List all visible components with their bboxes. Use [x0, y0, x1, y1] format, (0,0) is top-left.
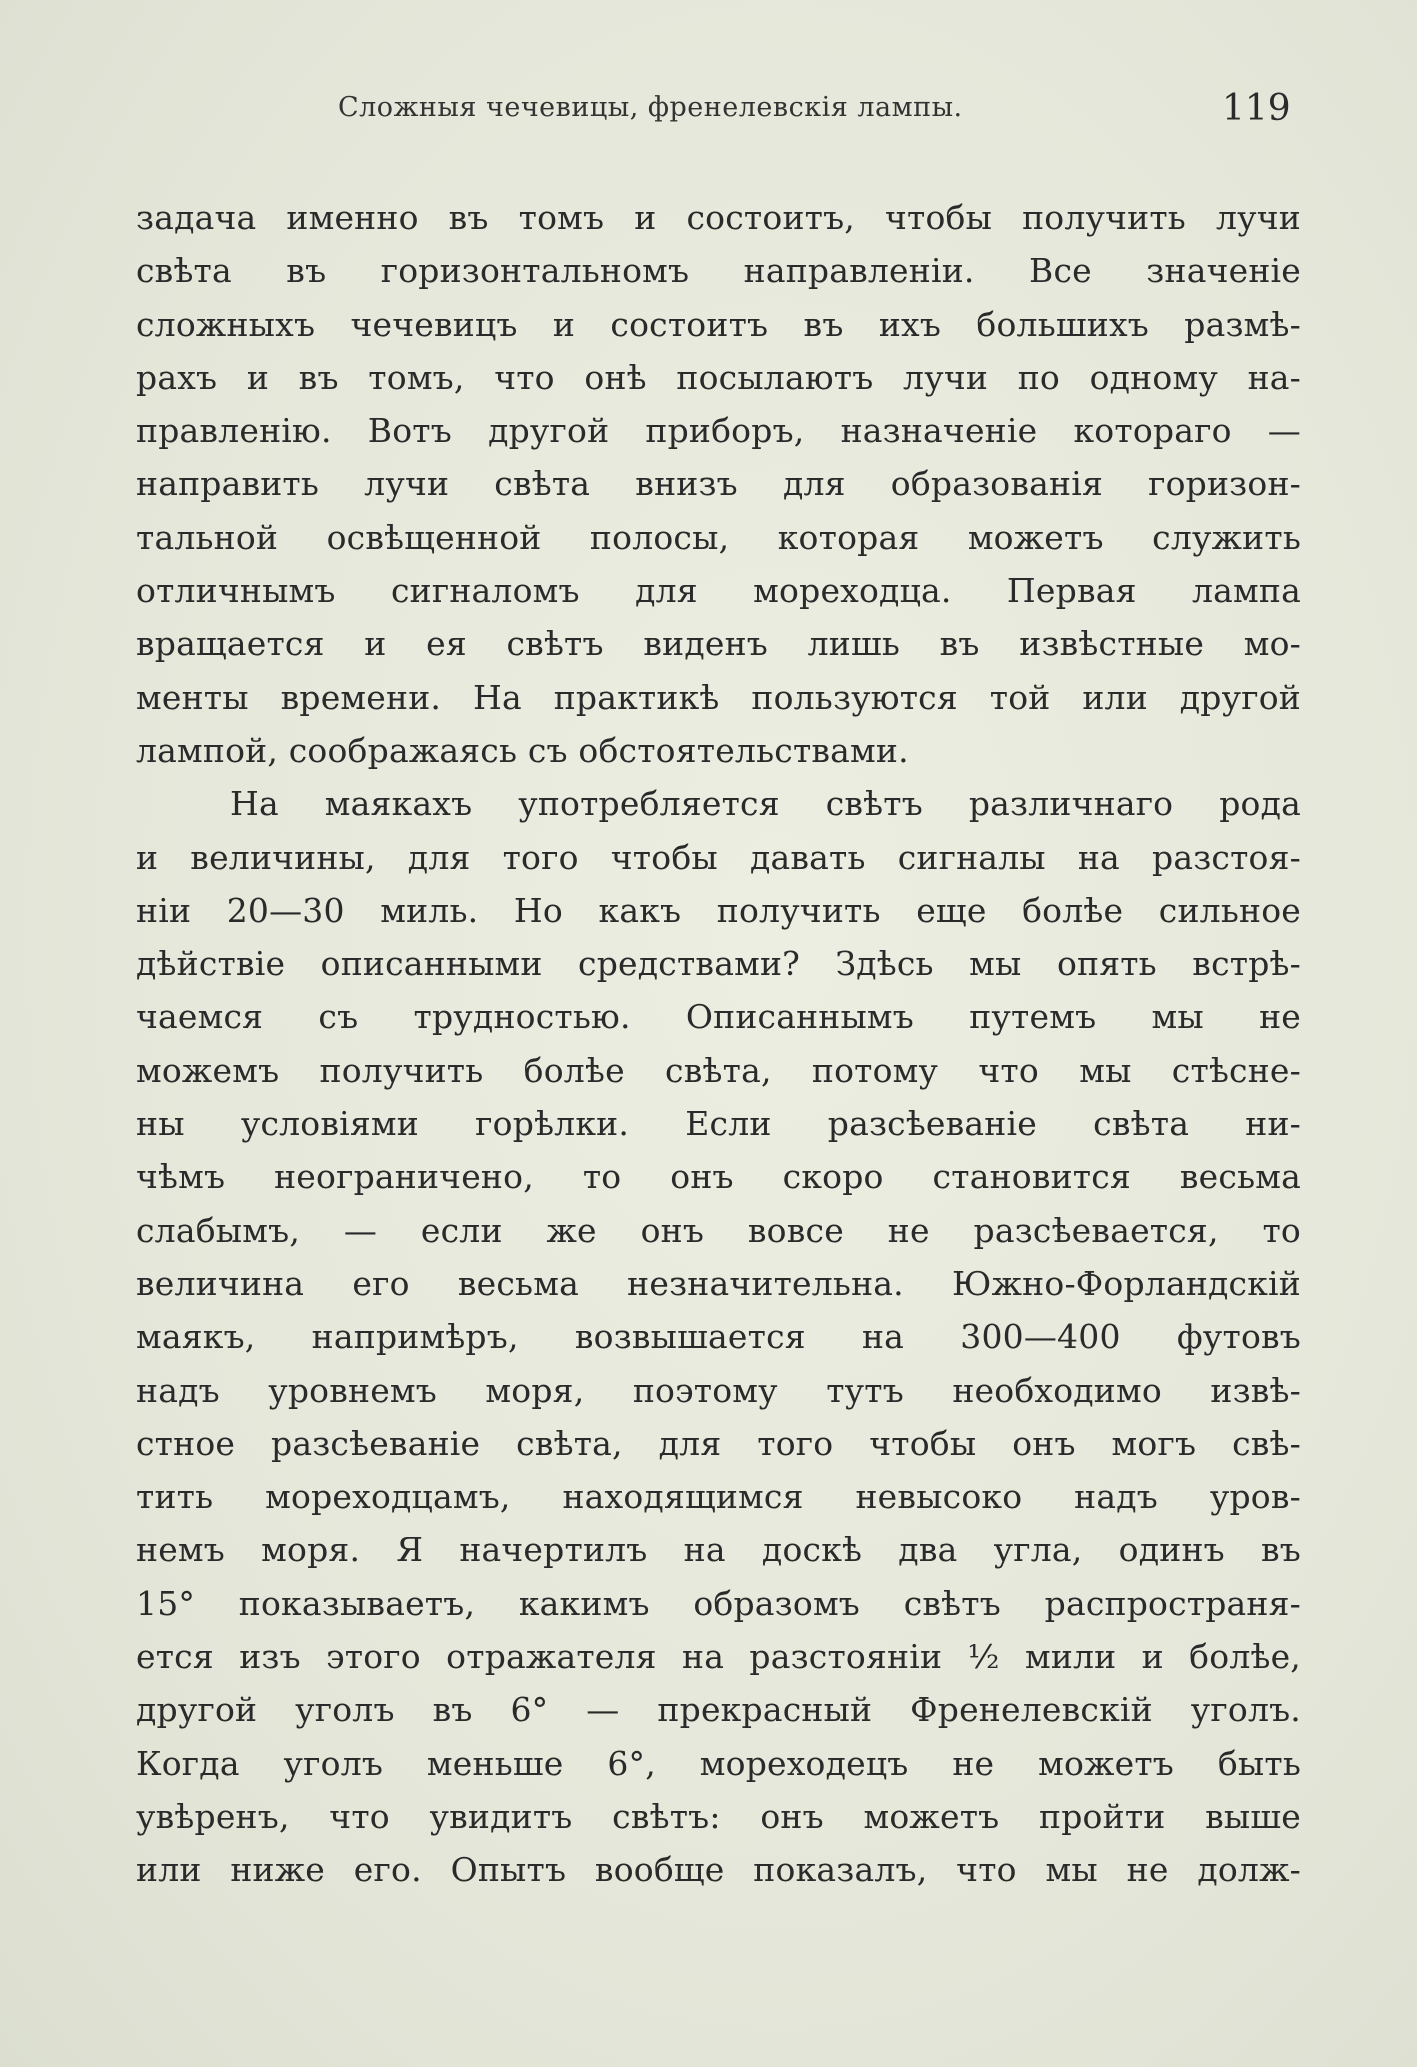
text-line: или ниже его. Опытъ вообще показалъ, что мы не долж- — [136, 1850, 1301, 1890]
text-line: маякъ, напримѣръ, возвышается на 300—400 футовъ — [136, 1317, 1301, 1357]
text-line: свѣта въ горизонтальномъ направленіи. Все значеніе — [136, 251, 1301, 291]
text-line: надъ уровнемъ моря, поэтому тутъ необходимо извѣ- — [136, 1370, 1301, 1410]
text-line: величина его весьма незначительна. Южно-Форландскій — [136, 1263, 1301, 1303]
text-line: чѣмъ неограничено, то онъ скоро становится весьма — [136, 1157, 1301, 1197]
text-line: направить лучи свѣта внизъ для образованія горизон- — [136, 464, 1301, 504]
text-line: можемъ получить болѣе свѣта, потому что мы стѣсне- — [136, 1050, 1301, 1090]
text-line: ны условіями горѣлки. Если разсѣеваніе свѣта ни- — [136, 1104, 1301, 1144]
text-line: менты времени. На практикѣ пользуются той или другой — [136, 677, 1301, 717]
paragraph — [136, 777, 1301, 1896]
text-line: чаемся съ трудностью. Описаннымъ путемъ мы не — [136, 997, 1301, 1037]
text-line: стное разсѣеваніе свѣта, для того чтобы онъ могъ свѣ- — [136, 1423, 1301, 1463]
text-line: задача именно въ томъ и состоитъ, чтобы получить лучи — [136, 198, 1301, 237]
text-line: лампой, соображаясь съ обстоятельствами. — [136, 730, 909, 770]
paragraph — [136, 191, 1301, 777]
text-line: и величины, для того чтобы давать сигналы на разстоя- — [136, 837, 1301, 877]
text-line: слабымъ, — если же онъ вовсе не разсѣевается, то — [136, 1210, 1301, 1250]
text-line: рахъ и въ томъ, что онѣ посылаютъ лучи по одному на- — [136, 357, 1301, 397]
text-line: тальной освѣщенной полосы, которая можетъ служить — [136, 517, 1301, 557]
text-line: сложныхъ чечевицъ и состоитъ въ ихъ большихъ размѣ- — [136, 304, 1301, 344]
text-line: правленію. Вотъ другой приборъ, назначеніе котораго — — [136, 411, 1301, 451]
text-line: На маякахъ употребляется свѣтъ различнаго рода — [230, 784, 1301, 824]
text-line: 15° показываетъ, какимъ образомъ свѣтъ распространя- — [136, 1583, 1301, 1623]
text-line: вращается и ея свѣтъ виденъ лишь въ извѣстные мо- — [136, 624, 1301, 664]
text-line: Когда уголъ меньше 6°, мореходецъ не можетъ быть — [136, 1743, 1301, 1783]
text-line: немъ моря. Я начертилъ на доскѣ два угла, одинъ въ — [136, 1530, 1301, 1570]
text-line: тить мореходцамъ, находящимся невысоко надъ уров- — [136, 1477, 1301, 1517]
body-text — [136, 191, 1301, 1897]
text-line: увѣренъ, что увидитъ свѣтъ: онъ можетъ пройти выше — [136, 1796, 1301, 1836]
text-line: дѣйствіе описанными средствами? Здѣсь мы опять встрѣ- — [136, 944, 1301, 984]
page-number: 119 — [1222, 88, 1291, 129]
text-line: другой уголъ въ 6° — прекрасный Френелевскій уголъ. — [136, 1690, 1301, 1730]
running-title: Сложныя чечевицы, френелевскія лампы. — [338, 92, 963, 123]
text-line: отличнымъ сигналомъ для мореходца. Первая лампа — [136, 571, 1301, 611]
text-line: ется изъ этого отражателя на разстояніи ½ мили и болѣе, — [136, 1637, 1301, 1677]
text-line: ніи 20—30 миль. Но какъ получить еще болѣе сильное — [136, 890, 1301, 930]
